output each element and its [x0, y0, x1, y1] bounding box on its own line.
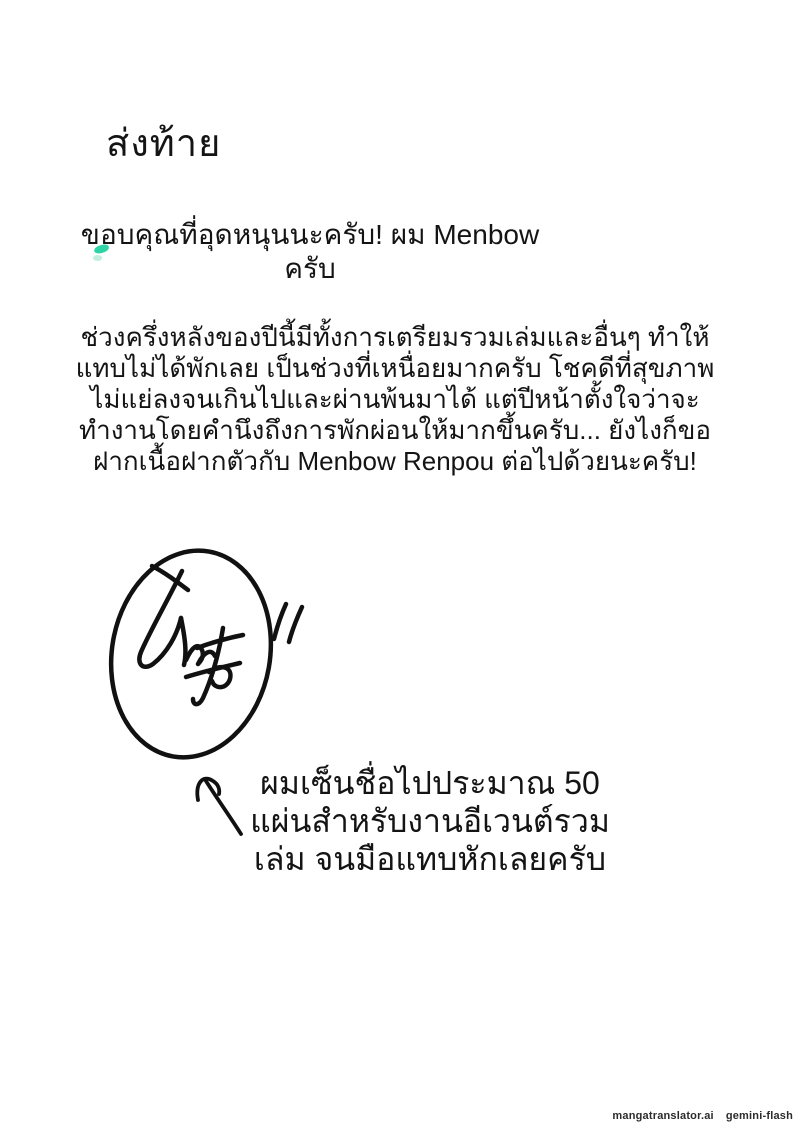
watermark-brand: mangatranslator.ai — [612, 1110, 714, 1122]
page-title: ส่งท้าย — [106, 123, 222, 165]
signature-scribble — [139, 566, 243, 704]
body-line: ไม่แย่ลงจนเกินไปและผ่านพ้นมาได้ แต่ปีหน้าตั้งใจว่าจะ — [90, 384, 700, 414]
watermark — [612, 1110, 793, 1122]
caption-line: แผ่นสำหรับงานอีเวนต์รวม — [250, 803, 610, 839]
caption-line: เล่ม จนมือแทบหักเลยครับ — [253, 841, 607, 877]
intro-paragraph — [60, 218, 560, 286]
body-line: ทำงานโดยคำนึงถึงการพักผ่อนให้มากขึ้นครับ... ยังไงก็ขอ — [78, 415, 712, 445]
body-paragraph — [45, 322, 745, 477]
watermark-model: gemini-flash — [725, 1110, 793, 1122]
double-prime-marks — [274, 604, 302, 642]
caption-line: ผมเซ็นชื่อไปประมาณ 50 — [260, 765, 600, 801]
intro-line: ครับ — [284, 253, 336, 284]
signature-caption — [230, 764, 630, 878]
body-line: แทบไม่ได้พักเลย เป็นช่วงที่เหนื่อยมากครับ โชคดีที่สุขภาพ — [75, 353, 715, 383]
body-line: ช่วงครึ่งหลังของปีนี้มีทั้งการเตรียมรวมเล่มและอื่นๆ ทำให้ — [80, 322, 710, 352]
intro-line: ขอบคุณที่อุดหนุนนะครับ! ผม Menbow — [80, 219, 540, 250]
body-line: ฝากเนื้อฝากตัวกับ Menbow Renpou ต่อไปด้วยนะครับ! — [93, 446, 697, 476]
